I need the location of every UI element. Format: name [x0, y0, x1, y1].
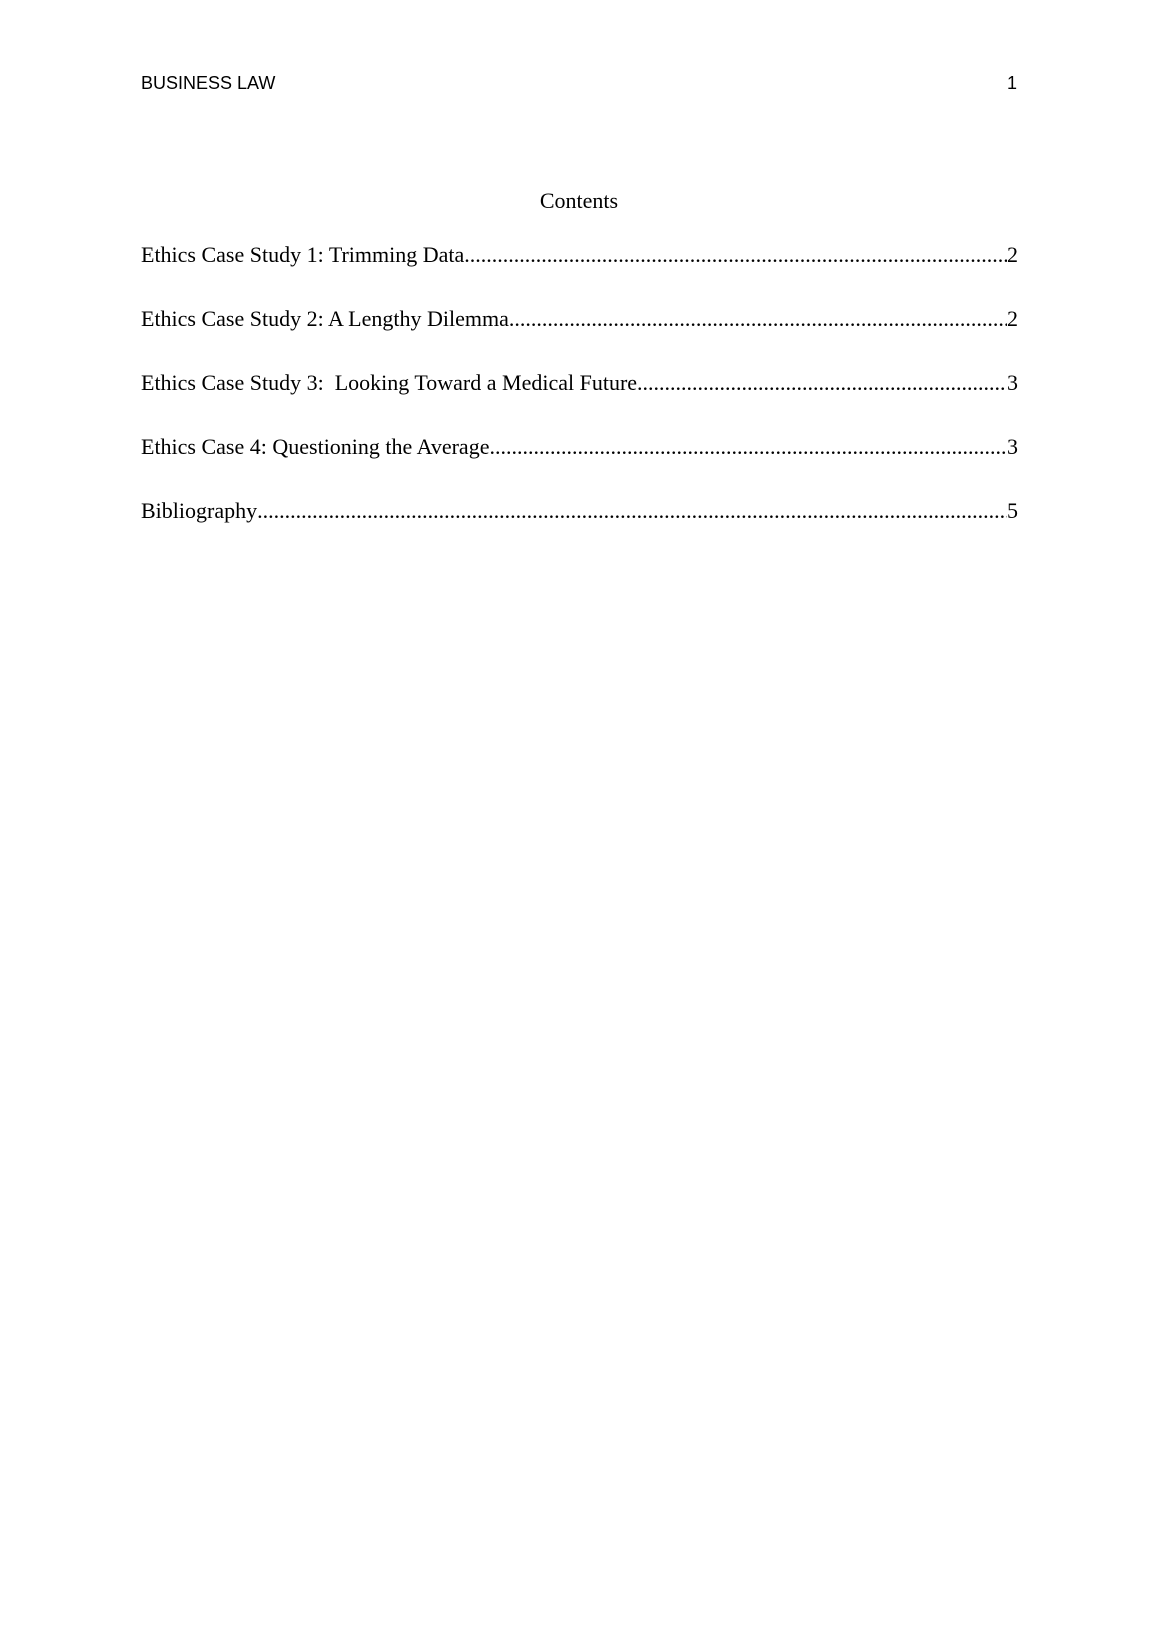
- dot-leader: [489, 432, 1007, 462]
- toc-entry-page: 3: [1007, 434, 1018, 459]
- page-number: 1: [1006, 73, 1017, 93]
- toc-entry-label: Bibliography: [141, 498, 258, 523]
- toc-entry[interactable]: [141, 368, 1018, 432]
- toc-entry-page: 3: [1007, 370, 1018, 395]
- toc-entry-label: Ethics Case Study 3: Looking Toward a Medical Future: [141, 370, 638, 395]
- dot-leader: [257, 496, 1007, 526]
- toc-entry-page: 5: [1007, 498, 1018, 523]
- toc-entry-page: 2: [1007, 242, 1018, 267]
- toc-entry[interactable]: [141, 432, 1018, 496]
- running-head: BUSINESS LAW: [141, 73, 276, 93]
- toc-title: Contents: [539, 188, 619, 213]
- toc-entry-page: 2: [1007, 306, 1018, 331]
- dot-leader: [509, 304, 1007, 334]
- toc-entry[interactable]: [141, 496, 1018, 560]
- page-header: [141, 68, 1017, 98]
- toc-entry-label: Ethics Case Study 2: A Lengthy Dilemma: [141, 306, 509, 331]
- dot-leader: [637, 368, 1007, 398]
- toc-entry-label: Ethics Case 4: Questioning the Average: [141, 434, 490, 459]
- dot-leader: [464, 240, 1007, 270]
- toc-entry-label: Ethics Case Study 1: Trimming Data: [141, 242, 465, 267]
- toc-entry[interactable]: [141, 240, 1018, 304]
- toc-entry[interactable]: [141, 304, 1018, 368]
- table-of-contents: [141, 240, 1018, 560]
